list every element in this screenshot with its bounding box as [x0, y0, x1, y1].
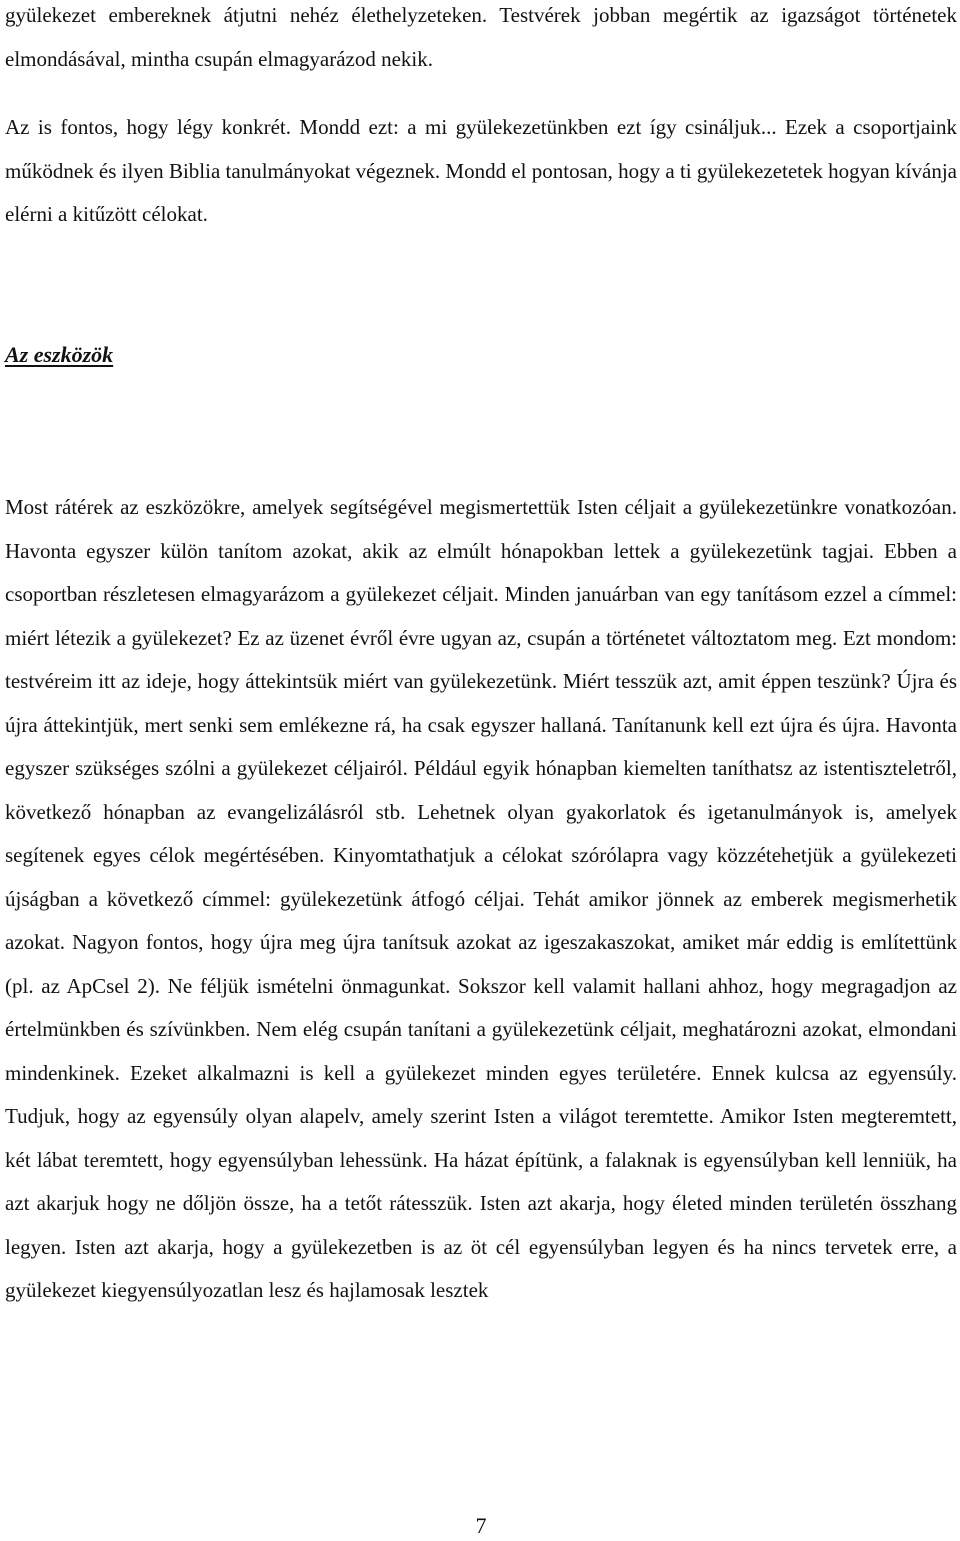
page-number: 7 [475, 1513, 487, 1538]
paragraph-intro: gyülekezet embereknek átjutni nehéz élethelyzeteken. Testvérek jobban megértik az igazságot történetek elmondásával, mintha csupán elmagyarázod nekik. [5, 3, 957, 71]
section-heading: Az eszközök [5, 342, 114, 367]
paragraph-concrete: Az is fontos, hogy légy konkrét. Mondd ezt: a mi gyülekezetünkben ezt így csináljuk... Ezek a csoportjaink működnek és ilyen Biblia tanulmányokat végeznek. Mondd el pontosan, hogy a ti gyülekezetetek hogyan kívánja elérni a kitűzött célokat. [5, 115, 957, 226]
paragraph-tools: Most rátérek az eszközökre, amelyek segítségével megismertettük Isten céljait a gyülekezetünkre vonatkozóan. Havonta egyszer külön tanítom azokat, akik az elmúlt hónapokban lettek a gyülekezetünk tagjai. Ebben a csoportban részletesen elmagyarázom a gyülekezet céljait. Minden januárban van egy tanításom ezzel a címmel: miért létezik a gyülekezet? Ez az üzenet évről évre ugyan az, csupán a történetet változtatom meg. Ezt mondom: testvéreim itt az ideje, hogy áttekintsük miért van gyülekezetünk. Miért tesszük azt, amit éppen teszünk? Újra és újra áttekintjük, mert senki sem emlékezne rá, ha csak egyszer hallaná. Tanítanunk kell ezt újra és újra. Havonta egyszer szükséges szólni a gyülekezet céljairól. Például egyik hónapban kiemelten taníthatsz az istentiszteletről, következő hónapban az evangelizálásról stb. Lehetnek olyan gyakorlatok és igetanulmányok is, amelyek segítenek egyes célok megértésében. Kinyomtathatjuk a célokat szórólapra vagy közzétehetjük a gyülekezeti újságban a következő címmel: gyülekezetünk átfogó céljai. Tehát amikor jönnek az emberek megismerhetik azokat. Nagyon fontos, hogy újra meg újra tanítsuk azokat az igeszakaszokat, amiket már eddig is említettünk (pl. az ApCsel 2). Ne féljük ismételni önmagunkat. Sokszor kell valamit hallani ahhoz, hogy megragadjon az értelmünkben és szívünkben. Nem elég csupán tanítani a gyülekezetünk céljait, meghatározni azokat, elmondani mindenkinek. Ezeket alkalmazni is kell a gyülekezet minden egyes területére. Ennek kulcsa az egyensúly. Tudjuk, hogy az egyensúly olyan alapelv, amely szerint Isten a világot teremtette. Amikor Isten megteremtett, két lábat teremtett, hogy egyensúlyban lehessünk. Ha házat építünk, a falaknak is egyensúlyban kell lenniük, ha azt akarjuk hogy ne dőljön össze, ha a tetőt rátesszük. Isten azt akarja, hogy életed minden területén összhang legyen. Isten azt akarja, hogy a gyülekezetben is az öt cél egyensúlyban legyen és ha nincs tervetek erre, a gyülekezet kiegyensúlyozatlan lesz és hajlamosak lesztek [5, 495, 957, 1302]
document-page [5, 0, 957, 1537]
